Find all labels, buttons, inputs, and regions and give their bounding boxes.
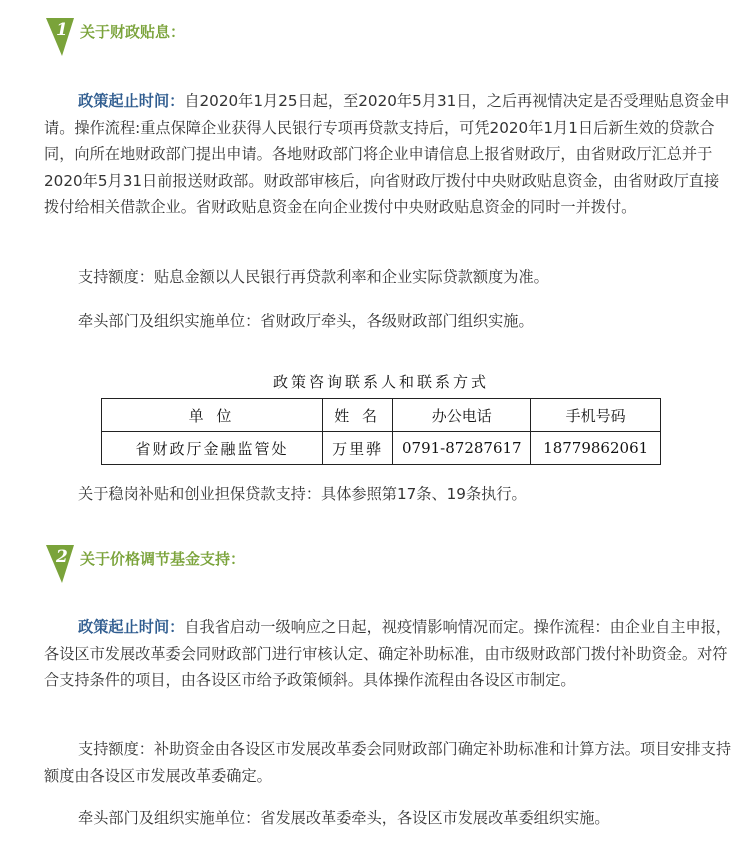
section-title: 关于价格调节基金支持：: [80, 549, 246, 568]
lead-dept-text: 牵头部门及组织实施单位：省财政厅牵头，各级财政部门组织实施。: [78, 312, 534, 330]
policy-period-paragraph: [44, 614, 734, 694]
section-2-header: [46, 545, 245, 585]
policy-period-text: 自2020年1月25日起，至2020年5月31日，之后再视情决定是否受理贴息资金申请。操作流程:重点保障企业获得人民银行专项再贷款支持后，可凭2020年1月1日后新生效的贷款合同，向所在地财政部门提出申请。各地财政部门将企业申请信息上报省财政厅，由省财政厅汇总并于2020年5月31日前报送财政部。财政部审核后，向省财政厅拨付中央财政贴息资金，由省财政厅直接拨付给相关借款企业。省财政贴息资金在向企业拨付中央财政贴息资金的同时一并拨付。: [44, 92, 730, 216]
policy-period-label: 政策起止时间：: [78, 92, 185, 110]
header-name: 姓 名: [323, 399, 393, 432]
lead-dept-paragraph: [44, 308, 734, 335]
table-row: [102, 432, 661, 465]
header-mobile: 手机号码: [531, 399, 661, 432]
contact-table-caption: 政策咨询联系人和联系方式: [272, 373, 489, 391]
policy-period-text: 自我省启动一级响应之日起，视疫情影响情况而定。操作流程：由企业自主申报，各设区市发展改革委会同财政部门进行审核认定、确定补助标准，由市级财政部门拨付补助资金。对符合支持条件的项目，由各设区市给予政策倾斜。具体操作流程由各设区市制定。: [44, 618, 732, 689]
section-number-badge: [46, 545, 74, 585]
cell-mobile: 18779862061: [531, 432, 661, 465]
header-office-phone: 办公电话: [393, 399, 531, 432]
header-unit: 单 位: [102, 399, 323, 432]
contact-table: [101, 398, 661, 465]
cell-office-phone: 0791-87287617: [393, 432, 531, 465]
section-1-header: [46, 18, 185, 58]
lead-dept-paragraph: [44, 805, 734, 832]
lead-dept-text: 牵头部门及组织实施单位：省发展改革委牵头，各设区市发展改革委组织实施。: [78, 809, 610, 827]
support-amount-paragraph: [44, 736, 734, 789]
support-amount-paragraph: [44, 264, 734, 291]
support-amount-text: 支持额度：贴息金额以人民银行再贷款利率和企业实际贷款额度为准。: [78, 268, 549, 286]
note-paragraph: [44, 481, 734, 508]
cell-unit: 省财政厅金融监管处: [102, 432, 323, 465]
table-header-row: [102, 399, 661, 432]
section-number: 2: [56, 547, 68, 567]
policy-period-label: 政策起止时间：: [78, 618, 185, 636]
note-text: 关于稳岗补贴和创业担保贷款支持：具体参照第17条、19条执行。: [78, 485, 527, 503]
policy-period-paragraph: [44, 88, 734, 221]
section-number-badge: [46, 18, 74, 58]
cell-name: 万里骅: [323, 432, 393, 465]
section-title: 关于财政贴息：: [80, 22, 186, 41]
support-amount-text: 支持额度：补助资金由各设区市发展改革委会同财政部门确定补助标准和计算方法。项目安排支持额度由各设区市发展改革委确定。: [44, 740, 732, 785]
section-number: 1: [56, 20, 68, 40]
